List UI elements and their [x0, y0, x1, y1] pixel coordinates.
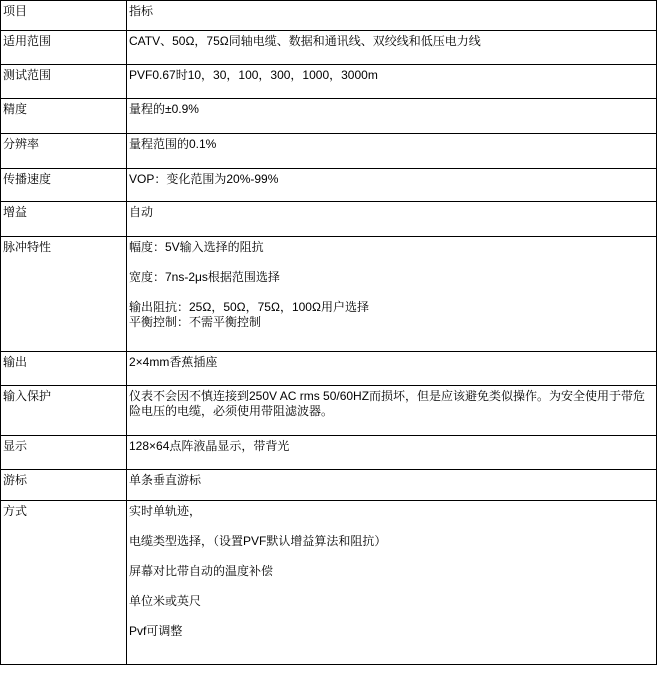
- row-value: VOP：变化范围为20%-99%: [127, 169, 657, 202]
- table-row: [1, 169, 657, 202]
- row-label: 输入保护: [1, 386, 127, 436]
- table-row: [1, 386, 657, 436]
- table-row: [1, 134, 657, 169]
- row-label: 传播速度: [1, 169, 127, 202]
- table-row: [1, 65, 657, 99]
- row-label: 精度: [1, 99, 127, 134]
- header-spec-cell: 指标: [127, 1, 657, 31]
- row-label: 输出: [1, 352, 127, 386]
- row-value: 量程范围的0.1%: [127, 134, 657, 169]
- table-row: [1, 202, 657, 237]
- table-row: [1, 436, 657, 470]
- row-value: 2×4mm香蕉插座: [127, 352, 657, 386]
- table-row: [1, 501, 657, 665]
- row-value: CATV、50Ω，75Ω同轴电缆、数据和通讯线、双绞线和低压电力线: [127, 31, 657, 65]
- row-label: 脉冲特性: [1, 237, 127, 352]
- row-label: 分辨率: [1, 134, 127, 169]
- header-item-cell: 项目: [1, 1, 127, 31]
- row-label: 游标: [1, 470, 127, 501]
- row-value: 单条垂直游标: [127, 470, 657, 501]
- table-row: [1, 99, 657, 134]
- row-label: 测试范围: [1, 65, 127, 99]
- table-header-row: [1, 1, 657, 31]
- row-value: 仪表不会因不慎连接到250V AC rms 50/60HZ而损坏，但是应该避免类似操作。为安全使用于带危险电压的电缆，必须使用带阻滤波器。: [127, 386, 657, 436]
- row-value: 幅度：5V输入选择的阻抗 宽度：7ns-2μs根据范围选择 输出阻抗：25Ω，50Ω，75Ω，100Ω用户选择 平衡控制：不需平衡控制: [127, 237, 657, 352]
- table-row: [1, 352, 657, 386]
- row-value: 实时单轨迹， 电缆类型选择，（设置PVF默认增益算法和阻抗） 屏幕对比带自动的温度补偿 单位米或英尺 Pvf可调整: [127, 501, 657, 665]
- row-value: 自动: [127, 202, 657, 237]
- row-label: 适用范围: [1, 31, 127, 65]
- row-value: PVF0.67时10，30，100，300，1000，3000m: [127, 65, 657, 99]
- table-row: [1, 31, 657, 65]
- row-label: 显示: [1, 436, 127, 470]
- table-row: [1, 470, 657, 501]
- row-value: 量程的±0.9%: [127, 99, 657, 134]
- table-row: [1, 237, 657, 352]
- row-label: 方式: [1, 501, 127, 665]
- row-label: 增益: [1, 202, 127, 237]
- row-value: 128×64点阵液晶显示，带背光: [127, 436, 657, 470]
